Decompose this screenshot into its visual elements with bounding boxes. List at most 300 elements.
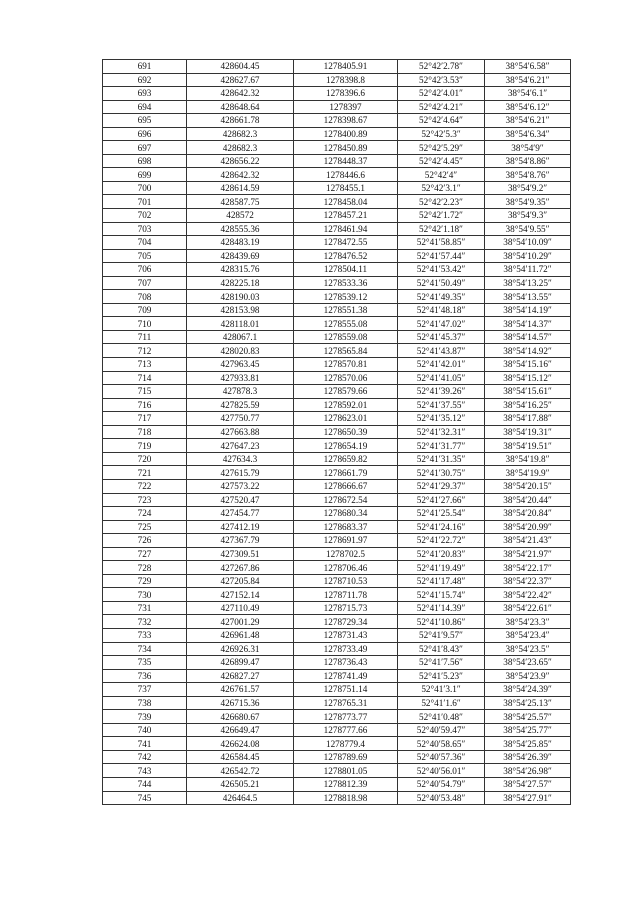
- point-number-cell: 732: [103, 615, 187, 629]
- point-number-cell: 741: [103, 737, 187, 751]
- longitude-cell: 38°54′20.99″: [485, 520, 571, 534]
- longitude-cell: 38°54′25.77″: [485, 723, 571, 737]
- point-number-cell: 724: [103, 507, 187, 521]
- point-number-cell: 713: [103, 358, 187, 372]
- x-coordinate-cell: 427615.79: [187, 466, 294, 480]
- y-coordinate-cell: 1278801.05: [294, 764, 398, 778]
- x-coordinate-cell: 426464.5: [187, 791, 294, 805]
- y-coordinate-cell: 1278533.36: [294, 276, 398, 290]
- y-coordinate-cell: 1278650.39: [294, 425, 398, 439]
- latitude-cell: 52°42′4.64″: [398, 114, 485, 128]
- y-coordinate-cell: 1278777.66: [294, 723, 398, 737]
- latitude-cell: 52°41′10.86″: [398, 615, 485, 629]
- table-row: [103, 168, 571, 182]
- longitude-cell: 38°54′6.21″: [485, 73, 571, 87]
- coordinates-table: [102, 59, 571, 805]
- table-row: [103, 479, 571, 493]
- y-coordinate-cell: 1278400.89: [294, 127, 398, 141]
- point-number-cell: 696: [103, 127, 187, 141]
- latitude-cell: 52°40′58.65″: [398, 737, 485, 751]
- table-row: [103, 601, 571, 615]
- y-coordinate-cell: 1278476.52: [294, 249, 398, 263]
- x-coordinate-cell: 427634.3: [187, 452, 294, 466]
- longitude-cell: 38°54′14.37″: [485, 317, 571, 331]
- longitude-cell: 38°54′23.65″: [485, 656, 571, 670]
- table-row: [103, 398, 571, 412]
- x-coordinate-cell: 426899.47: [187, 656, 294, 670]
- latitude-cell: 52°42′5.29″: [398, 141, 485, 155]
- latitude-cell: 52°40′53.48″: [398, 791, 485, 805]
- x-coordinate-cell: 427750.77: [187, 412, 294, 426]
- point-number-cell: 695: [103, 114, 187, 128]
- latitude-cell: 52°40′57.36″: [398, 750, 485, 764]
- longitude-cell: 38°54′20.84″: [485, 507, 571, 521]
- longitude-cell: 38°54′23.4″: [485, 628, 571, 642]
- table-row: [103, 723, 571, 737]
- table-row: [103, 317, 571, 331]
- x-coordinate-cell: 428439.69: [187, 249, 294, 263]
- latitude-cell: 52°42′4″: [398, 168, 485, 182]
- point-number-cell: 735: [103, 656, 187, 670]
- x-coordinate-cell: 427412.19: [187, 520, 294, 534]
- y-coordinate-cell: 1278789.69: [294, 750, 398, 764]
- latitude-cell: 52°41′5.23″: [398, 669, 485, 683]
- table-row: [103, 696, 571, 710]
- table-row: [103, 154, 571, 168]
- table-row: [103, 60, 571, 74]
- latitude-cell: 52°41′8.43″: [398, 642, 485, 656]
- table-row: [103, 452, 571, 466]
- table-row: [103, 791, 571, 805]
- x-coordinate-cell: 428483.19: [187, 236, 294, 250]
- longitude-cell: 38°54′8.76″: [485, 168, 571, 182]
- y-coordinate-cell: 1278659.82: [294, 452, 398, 466]
- latitude-cell: 52°41′49.35″: [398, 290, 485, 304]
- latitude-cell: 52°41′48.18″: [398, 303, 485, 317]
- y-coordinate-cell: 1278458.04: [294, 195, 398, 209]
- longitude-cell: 38°54′21.43″: [485, 534, 571, 548]
- point-number-cell: 701: [103, 195, 187, 209]
- point-number-cell: 728: [103, 561, 187, 575]
- table-row: [103, 547, 571, 561]
- x-coordinate-cell: 427367.79: [187, 534, 294, 548]
- point-number-cell: 700: [103, 181, 187, 195]
- latitude-cell: 52°42′1.18″: [398, 222, 485, 236]
- point-number-cell: 729: [103, 574, 187, 588]
- table-row: [103, 385, 571, 399]
- x-coordinate-cell: 427152.14: [187, 588, 294, 602]
- y-coordinate-cell: 1278555.08: [294, 317, 398, 331]
- point-number-cell: 693: [103, 87, 187, 101]
- point-number-cell: 743: [103, 764, 187, 778]
- point-number-cell: 738: [103, 696, 187, 710]
- latitude-cell: 52°41′37.55″: [398, 398, 485, 412]
- longitude-cell: 38°54′19.51″: [485, 439, 571, 453]
- x-coordinate-cell: 427933.81: [187, 371, 294, 385]
- latitude-cell: 52°41′32.31″: [398, 425, 485, 439]
- point-number-cell: 706: [103, 263, 187, 277]
- y-coordinate-cell: 1278450.89: [294, 141, 398, 155]
- y-coordinate-cell: 1278711.78: [294, 588, 398, 602]
- point-number-cell: 715: [103, 385, 187, 399]
- y-coordinate-cell: 1278461.94: [294, 222, 398, 236]
- x-coordinate-cell: 427573.22: [187, 479, 294, 493]
- y-coordinate-cell: 1278706.46: [294, 561, 398, 575]
- longitude-cell: 38°54′14.92″: [485, 344, 571, 358]
- point-number-cell: 717: [103, 412, 187, 426]
- longitude-cell: 38°54′10.09″: [485, 236, 571, 250]
- x-coordinate-cell: 426715.36: [187, 696, 294, 710]
- y-coordinate-cell: 1278672.54: [294, 493, 398, 507]
- point-number-cell: 716: [103, 398, 187, 412]
- y-coordinate-cell: 1278680.34: [294, 507, 398, 521]
- y-coordinate-cell: 1278551.38: [294, 303, 398, 317]
- longitude-cell: 38°54′15.12″: [485, 371, 571, 385]
- table-row: [103, 466, 571, 480]
- point-number-cell: 740: [103, 723, 187, 737]
- longitude-cell: 38°54′6.34″: [485, 127, 571, 141]
- latitude-cell: 52°41′58.85″: [398, 236, 485, 250]
- table-row: [103, 750, 571, 764]
- longitude-cell: 38°54′25.13″: [485, 696, 571, 710]
- x-coordinate-cell: 428682.3: [187, 141, 294, 155]
- y-coordinate-cell: 1278773.77: [294, 710, 398, 724]
- table-row: [103, 263, 571, 277]
- point-number-cell: 699: [103, 168, 187, 182]
- x-coordinate-cell: 426584.45: [187, 750, 294, 764]
- table-row: [103, 669, 571, 683]
- y-coordinate-cell: 1278504.11: [294, 263, 398, 277]
- latitude-cell: 52°41′57.44″: [398, 249, 485, 263]
- latitude-cell: 52°42′3.1″: [398, 181, 485, 195]
- y-coordinate-cell: 1278812.39: [294, 777, 398, 791]
- table-row: [103, 73, 571, 87]
- point-number-cell: 723: [103, 493, 187, 507]
- latitude-cell: 52°41′20.83″: [398, 547, 485, 561]
- point-number-cell: 707: [103, 276, 187, 290]
- longitude-cell: 38°54′17.88″: [485, 412, 571, 426]
- table-row: [103, 209, 571, 223]
- latitude-cell: 52°41′27.66″: [398, 493, 485, 507]
- longitude-cell: 38°54′22.37″: [485, 574, 571, 588]
- y-coordinate-cell: 1278741.49: [294, 669, 398, 683]
- x-coordinate-cell: 426680.67: [187, 710, 294, 724]
- y-coordinate-cell: 1278736.43: [294, 656, 398, 670]
- table-row: [103, 87, 571, 101]
- x-coordinate-cell: 428067.1: [187, 330, 294, 344]
- latitude-cell: 52°41′7.56″: [398, 656, 485, 670]
- y-coordinate-cell: 1278455.1: [294, 181, 398, 195]
- longitude-cell: 38°54′13.25″: [485, 276, 571, 290]
- table-row: [103, 588, 571, 602]
- x-coordinate-cell: 427110.49: [187, 601, 294, 615]
- x-coordinate-cell: 426542.72: [187, 764, 294, 778]
- y-coordinate-cell: 1278683.37: [294, 520, 398, 534]
- table-row: [103, 330, 571, 344]
- latitude-cell: 52°41′9.57″: [398, 628, 485, 642]
- point-number-cell: 711: [103, 330, 187, 344]
- longitude-cell: 38°54′21.97″: [485, 547, 571, 561]
- table-row: [103, 777, 571, 791]
- table-row: [103, 574, 571, 588]
- longitude-cell: 38°54′15.61″: [485, 385, 571, 399]
- longitude-cell: 38°54′20.15″: [485, 479, 571, 493]
- point-number-cell: 727: [103, 547, 187, 561]
- latitude-cell: 52°41′47.02″: [398, 317, 485, 331]
- table-row: [103, 710, 571, 724]
- table-row: [103, 100, 571, 114]
- x-coordinate-cell: 428190.03: [187, 290, 294, 304]
- point-number-cell: 720: [103, 452, 187, 466]
- longitude-cell: 38°54′20.44″: [485, 493, 571, 507]
- longitude-cell: 38°54′19.8″: [485, 452, 571, 466]
- y-coordinate-cell: 1278396.6: [294, 87, 398, 101]
- y-coordinate-cell: 1278592.01: [294, 398, 398, 412]
- latitude-cell: 52°41′25.54″: [398, 507, 485, 521]
- latitude-cell: 52°42′3.53″: [398, 73, 485, 87]
- table-row: [103, 493, 571, 507]
- latitude-cell: 52°41′50.49″: [398, 276, 485, 290]
- point-number-cell: 721: [103, 466, 187, 480]
- x-coordinate-cell: 428661.78: [187, 114, 294, 128]
- y-coordinate-cell: 1278457.21: [294, 209, 398, 223]
- table-row: [103, 371, 571, 385]
- x-coordinate-cell: 427205.84: [187, 574, 294, 588]
- x-coordinate-cell: 426827.27: [187, 669, 294, 683]
- point-number-cell: 730: [103, 588, 187, 602]
- table-row: [103, 276, 571, 290]
- coordinates-table-body: [103, 60, 571, 805]
- latitude-cell: 52°40′59.47″: [398, 723, 485, 737]
- table-row: [103, 737, 571, 751]
- table-row: [103, 181, 571, 195]
- longitude-cell: 38°54′22.61″: [485, 601, 571, 615]
- table-row: [103, 656, 571, 670]
- point-number-cell: 726: [103, 534, 187, 548]
- longitude-cell: 38°54′26.39″: [485, 750, 571, 764]
- latitude-cell: 52°41′3.1″: [398, 683, 485, 697]
- y-coordinate-cell: 1278710.53: [294, 574, 398, 588]
- latitude-cell: 52°41′39.26″: [398, 385, 485, 399]
- longitude-cell: 38°54′27.91″: [485, 791, 571, 805]
- longitude-cell: 38°54′9″: [485, 141, 571, 155]
- point-number-cell: 731: [103, 601, 187, 615]
- latitude-cell: 52°42′4.01″: [398, 87, 485, 101]
- table-row: [103, 642, 571, 656]
- y-coordinate-cell: 1278570.81: [294, 358, 398, 372]
- longitude-cell: 38°54′26.98″: [485, 764, 571, 778]
- point-number-cell: 698: [103, 154, 187, 168]
- point-number-cell: 691: [103, 60, 187, 74]
- longitude-cell: 38°54′23.3″: [485, 615, 571, 629]
- longitude-cell: 38°54′25.57″: [485, 710, 571, 724]
- latitude-cell: 52°41′31.35″: [398, 452, 485, 466]
- x-coordinate-cell: 427963.45: [187, 358, 294, 372]
- y-coordinate-cell: 1278397: [294, 100, 398, 114]
- longitude-cell: 38°54′6.12″: [485, 100, 571, 114]
- latitude-cell: 52°41′0.48″: [398, 710, 485, 724]
- table-row: [103, 534, 571, 548]
- x-coordinate-cell: 426649.47: [187, 723, 294, 737]
- y-coordinate-cell: 1278751.14: [294, 683, 398, 697]
- longitude-cell: 38°54′9.35″: [485, 195, 571, 209]
- longitude-cell: 38°54′25.85″: [485, 737, 571, 751]
- longitude-cell: 38°54′9.55″: [485, 222, 571, 236]
- y-coordinate-cell: 1278654.19: [294, 439, 398, 453]
- point-number-cell: 702: [103, 209, 187, 223]
- x-coordinate-cell: 428627.67: [187, 73, 294, 87]
- longitude-cell: 38°54′6.21″: [485, 114, 571, 128]
- table-row: [103, 222, 571, 236]
- latitude-cell: 52°40′54.79″: [398, 777, 485, 791]
- x-coordinate-cell: 428682.3: [187, 127, 294, 141]
- longitude-cell: 38°54′13.55″: [485, 290, 571, 304]
- y-coordinate-cell: 1278666.67: [294, 479, 398, 493]
- longitude-cell: 38°54′6.1″: [485, 87, 571, 101]
- point-number-cell: 710: [103, 317, 187, 331]
- longitude-cell: 38°54′9.3″: [485, 209, 571, 223]
- latitude-cell: 52°41′19.49″: [398, 561, 485, 575]
- x-coordinate-cell: 427520.47: [187, 493, 294, 507]
- y-coordinate-cell: 1278405.91: [294, 60, 398, 74]
- y-coordinate-cell: 1278539.12: [294, 290, 398, 304]
- y-coordinate-cell: 1278398.8: [294, 73, 398, 87]
- point-number-cell: 734: [103, 642, 187, 656]
- y-coordinate-cell: 1278446.6: [294, 168, 398, 182]
- latitude-cell: 52°41′45.37″: [398, 330, 485, 344]
- longitude-cell: 38°54′22.42″: [485, 588, 571, 602]
- latitude-cell: 52°41′31.77″: [398, 439, 485, 453]
- latitude-cell: 52°42′1.72″: [398, 209, 485, 223]
- x-coordinate-cell: 428020.83: [187, 344, 294, 358]
- point-number-cell: 704: [103, 236, 187, 250]
- y-coordinate-cell: 1278702.5: [294, 547, 398, 561]
- latitude-cell: 52°41′1.6″: [398, 696, 485, 710]
- x-coordinate-cell: 428642.32: [187, 87, 294, 101]
- x-coordinate-cell: 428614.59: [187, 181, 294, 195]
- x-coordinate-cell: 426505.21: [187, 777, 294, 791]
- x-coordinate-cell: 428587.75: [187, 195, 294, 209]
- latitude-cell: 52°40′56.01″: [398, 764, 485, 778]
- x-coordinate-cell: 428153.98: [187, 303, 294, 317]
- point-number-cell: 718: [103, 425, 187, 439]
- point-number-cell: 719: [103, 439, 187, 453]
- latitude-cell: 52°41′24.16″: [398, 520, 485, 534]
- longitude-cell: 38°54′24.39″: [485, 683, 571, 697]
- y-coordinate-cell: 1278472.55: [294, 236, 398, 250]
- table-row: [103, 683, 571, 697]
- latitude-cell: 52°42′4.45″: [398, 154, 485, 168]
- longitude-cell: 38°54′14.57″: [485, 330, 571, 344]
- longitude-cell: 38°54′10.29″: [485, 249, 571, 263]
- table-row: [103, 249, 571, 263]
- x-coordinate-cell: 428315.76: [187, 263, 294, 277]
- x-coordinate-cell: 428555.36: [187, 222, 294, 236]
- x-coordinate-cell: 428572: [187, 209, 294, 223]
- table-row: [103, 764, 571, 778]
- y-coordinate-cell: 1278448.37: [294, 154, 398, 168]
- y-coordinate-cell: 1278579.66: [294, 385, 398, 399]
- table-row: [103, 425, 571, 439]
- x-coordinate-cell: 428225.18: [187, 276, 294, 290]
- point-number-cell: 733: [103, 628, 187, 642]
- x-coordinate-cell: 427454.77: [187, 507, 294, 521]
- longitude-cell: 38°54′11.72″: [485, 263, 571, 277]
- table-row: [103, 615, 571, 629]
- latitude-cell: 52°42′5.3″: [398, 127, 485, 141]
- y-coordinate-cell: 1278661.79: [294, 466, 398, 480]
- latitude-cell: 52°42′2.78″: [398, 60, 485, 74]
- point-number-cell: 712: [103, 344, 187, 358]
- point-number-cell: 697: [103, 141, 187, 155]
- x-coordinate-cell: 428648.64: [187, 100, 294, 114]
- latitude-cell: 52°41′14.39″: [398, 601, 485, 615]
- point-number-cell: 725: [103, 520, 187, 534]
- x-coordinate-cell: 426761.57: [187, 683, 294, 697]
- y-coordinate-cell: 1278691.97: [294, 534, 398, 548]
- point-number-cell: 742: [103, 750, 187, 764]
- x-coordinate-cell: 427663.88: [187, 425, 294, 439]
- table-row: [103, 344, 571, 358]
- table-row: [103, 290, 571, 304]
- table-row: [103, 628, 571, 642]
- y-coordinate-cell: 1278731.43: [294, 628, 398, 642]
- latitude-cell: 52°41′22.72″: [398, 534, 485, 548]
- longitude-cell: 38°54′15.16″: [485, 358, 571, 372]
- longitude-cell: 38°54′14.19″: [485, 303, 571, 317]
- longitude-cell: 38°54′23.9″: [485, 669, 571, 683]
- table-row: [103, 439, 571, 453]
- point-number-cell: 714: [103, 371, 187, 385]
- point-number-cell: 722: [103, 479, 187, 493]
- longitude-cell: 38°54′22.17″: [485, 561, 571, 575]
- table-row: [103, 507, 571, 521]
- y-coordinate-cell: 1278765.31: [294, 696, 398, 710]
- table-row: [103, 236, 571, 250]
- longitude-cell: 38°54′8.86″: [485, 154, 571, 168]
- x-coordinate-cell: 427647.23: [187, 439, 294, 453]
- point-number-cell: 692: [103, 73, 187, 87]
- x-coordinate-cell: 427309.51: [187, 547, 294, 561]
- y-coordinate-cell: 1278570.06: [294, 371, 398, 385]
- latitude-cell: 52°41′30.75″: [398, 466, 485, 480]
- table-row: [103, 127, 571, 141]
- longitude-cell: 38°54′23.5″: [485, 642, 571, 656]
- table-row: [103, 114, 571, 128]
- y-coordinate-cell: 1278818.98: [294, 791, 398, 805]
- latitude-cell: 52°42′4.21″: [398, 100, 485, 114]
- x-coordinate-cell: 426961.48: [187, 628, 294, 642]
- x-coordinate-cell: 427001.29: [187, 615, 294, 629]
- longitude-cell: 38°54′9.2″: [485, 181, 571, 195]
- point-number-cell: 737: [103, 683, 187, 697]
- point-number-cell: 744: [103, 777, 187, 791]
- latitude-cell: 52°41′15.74″: [398, 588, 485, 602]
- x-coordinate-cell: 427878.3: [187, 385, 294, 399]
- latitude-cell: 52°42′2.23″: [398, 195, 485, 209]
- point-number-cell: 736: [103, 669, 187, 683]
- y-coordinate-cell: 1278623.01: [294, 412, 398, 426]
- latitude-cell: 52°41′43.87″: [398, 344, 485, 358]
- longitude-cell: 38°54′16.25″: [485, 398, 571, 412]
- y-coordinate-cell: 1278715.73: [294, 601, 398, 615]
- latitude-cell: 52°41′53.42″: [398, 263, 485, 277]
- x-coordinate-cell: 428642.32: [187, 168, 294, 182]
- y-coordinate-cell: 1278559.08: [294, 330, 398, 344]
- table-row: [103, 561, 571, 575]
- x-coordinate-cell: 426926.31: [187, 642, 294, 656]
- longitude-cell: 38°54′19.31″: [485, 425, 571, 439]
